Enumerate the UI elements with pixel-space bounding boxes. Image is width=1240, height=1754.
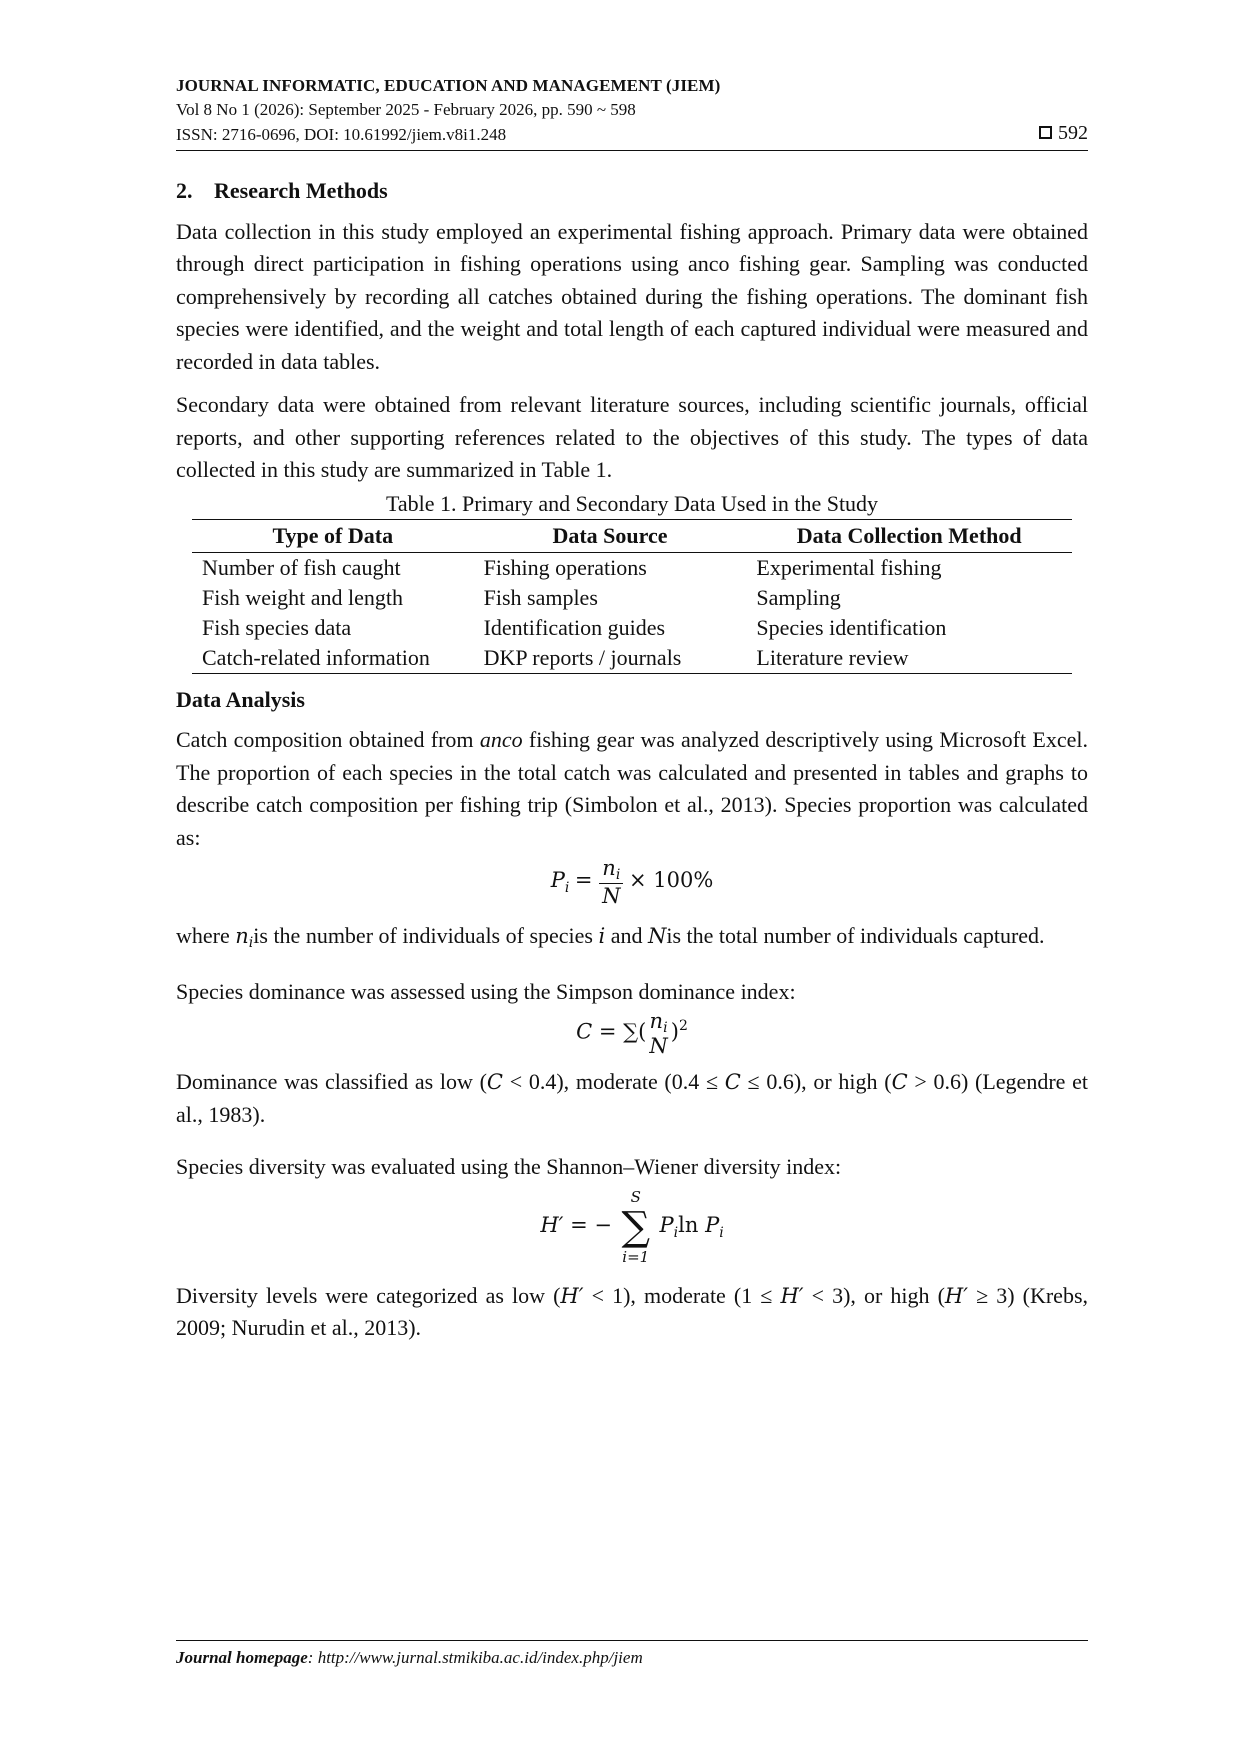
table-cell: Number of fish caught (202, 554, 401, 580)
paragraph-diversity-classes: Diversity levels were categorized as low (H′ < 1), moderate (1 ≤ H′ < 3), or high (H′ ≥ 3) (Krebs, 2009; Nurudin et al., 2013). (176, 1282, 1089, 1340)
footer-label: Journal homepage (176, 1648, 308, 1667)
table-cell: Literature review (746, 643, 1072, 674)
checkbox-square-icon (1039, 126, 1052, 139)
table-row (192, 643, 1072, 674)
equation-simpson: C = ∑( ni N )$^2$ (576, 1009, 688, 1058)
paragraph-dominance-classes: Dominance was classified as low (C < 0.4), moderate (0.4 ≤ C ≤ 0.6), or high (C > 0.6) (Legendre et al., 1983). (176, 1069, 1089, 1127)
paragraph-shannon-intro: Species diversity was evaluated using the Shannon–Wiener diversity index: (176, 1154, 842, 1179)
table-cell: Catch-related information (192, 643, 474, 674)
equation-shannon: H′ = − S ∑ i=1 $P_i\ln$ $P_i$ (540, 1187, 724, 1266)
page-number (1039, 122, 1088, 145)
paragraph-catch-composition: Catch composition obtained from anco fishing gear was analyzed descriptively using Microsoft Excel. The proportion of each species in the total catch was calculated and presented in tables and graphs to describe catch composition per fishing trip (Simbolon et al., 2013). Species proportion was calculated as: (176, 727, 1088, 850)
table-row (192, 552, 1072, 583)
section-heading (176, 175, 1088, 208)
table-cell: Sampling (756, 584, 841, 610)
page-number-value: 592 (1058, 122, 1088, 144)
table-header-cell: Data Source (474, 519, 747, 552)
paragraph-simpson-intro: Species dominance was assessed using the Simpson dominance index: (176, 978, 796, 1004)
journal-title: JOURNAL INFORMATIC, EDUCATION AND MANAGEMENT (JIEM) (176, 76, 721, 95)
section-title: Research Methods (214, 178, 388, 203)
table-cell: Experimental fishing (756, 554, 942, 580)
volume-info: Vol 8 No 1 (2026): September 2025 - February 2026, pp. 590 ~ 598 (176, 100, 636, 119)
table-cell: Fish weight and length (202, 584, 404, 610)
paragraph-secondary-data: Secondary data were obtained from relevant literature sources, including scientific journals, official reports, and other supporting references related to the objectives of this study. The types of data collected in this study are summarized in Table 1. (176, 392, 1088, 482)
main-content (176, 175, 1088, 1356)
paragraph-where: where niis the number of individuals of species i and Nis the total number of individuals captured. (176, 923, 1045, 951)
table-cell: Species identification (756, 614, 947, 640)
data-analysis-heading: Data Analysis (176, 686, 305, 712)
table-row (192, 583, 1072, 613)
table-cell: DKP reports / journals (474, 643, 747, 674)
table-cell: Fish species data (202, 614, 352, 640)
table-header-cell: Data Collection Method (746, 519, 1072, 552)
journal-homepage-link[interactable]: : http://www.jurnal.stmikiba.ac.id/index.php/jiem (307, 1648, 643, 1667)
table-cell: Fishing operations (483, 554, 647, 580)
page-header (176, 74, 1088, 147)
paragraph-primary-data: Data collection in this study employed an experimental fishing approach. Primary data were obtained through direct participation in fishing operations using anco fishing gear. Sampling was conducted comprehensively by recording all catches obtained during the fishing operations. The dominant fish species were identified, and the weight and total length of each captured individual were measured and recorded in data tables. (176, 218, 1088, 374)
section-number: 2. (176, 178, 193, 203)
table-caption: Table 1. Primary and Secondary Data Used in the Study (385, 490, 879, 516)
data-table (192, 519, 1072, 674)
table-header-row (192, 519, 1072, 552)
header-divider (176, 150, 1088, 151)
issn-doi: ISSN: 2716-0696, DOI: 10.61992/jiem.v8i1.248 (176, 125, 507, 144)
table-row (192, 613, 1072, 643)
equation-proportion: $P_i$ = $\frac{ni}{N}$ × 100% (550, 856, 714, 908)
table-header-cell: Type of Data (192, 519, 474, 552)
table-cell: Fish samples (483, 584, 598, 610)
footer-divider (176, 1640, 1088, 1641)
table-cell: Identification guides (483, 614, 666, 640)
page-footer (176, 1648, 643, 1668)
